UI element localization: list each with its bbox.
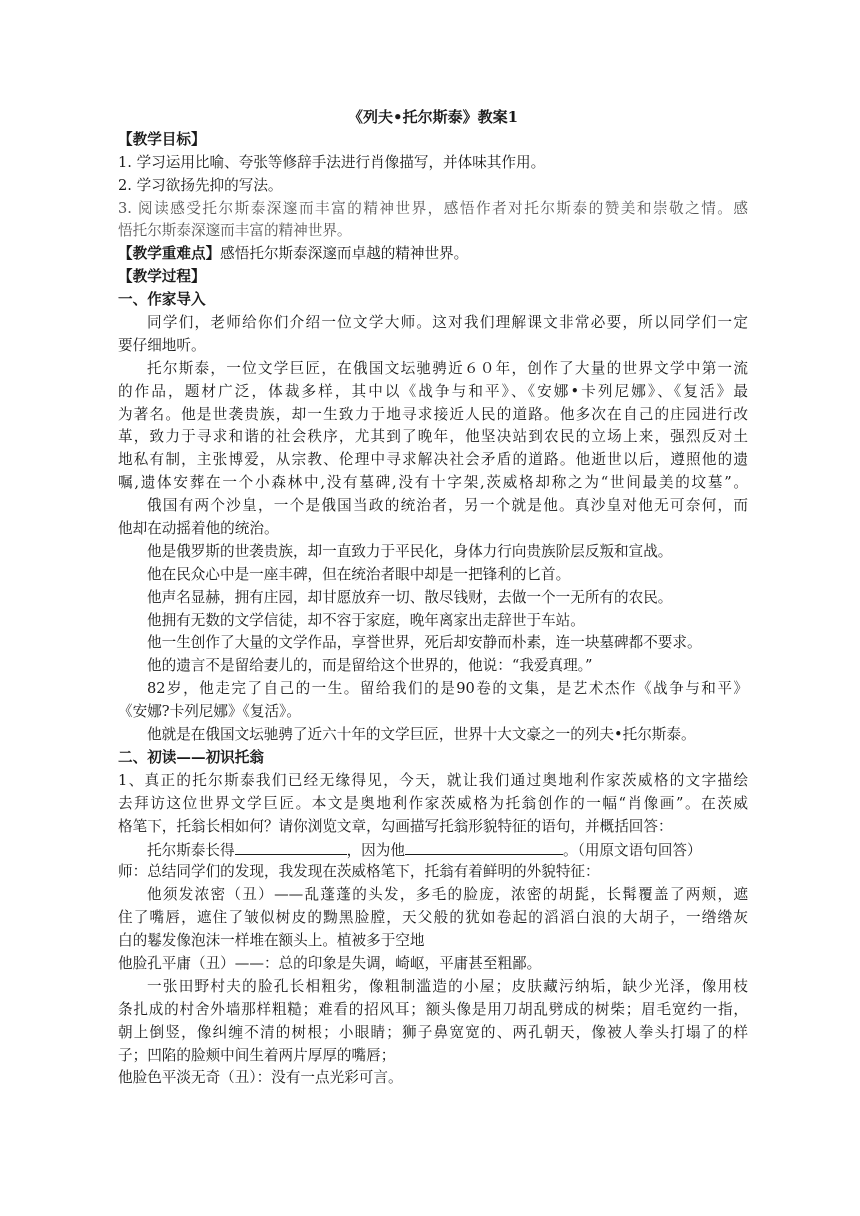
paragraph-line: 住了嘴唇，遮住了皱似树皮的黝黑脸膛，天父般的犹如卷起的滔滔白浪的大胡子，一绺绺灰 [118,909,748,927]
paragraph-line: 同学们，老师给你们介绍一位文学大师。这对我们理解课文非常必要，所以同学们一定 [147,314,748,332]
answer-blank-2[interactable] [405,839,563,855]
objective-item-1: 1. 学习运用比喻、夸张等修辞手法进行肖像描写，并体味其作用。 [118,153,546,171]
paragraph-line: 一张田野村夫的脸孔长相粗劣，像粗制滥造的小屋；皮肤藏污纳垢，缺少光泽，像用枝 [147,977,748,995]
key-point [118,243,748,266]
paragraph-line: 朝上倒竖，像纠缠不清的树根；小眼睛；狮子鼻宽宽的、两孔朝天，像被人拳头打塌了的样 [118,1023,748,1041]
paragraph-line: 条扎成的村舍外墙那样粗糙；难看的招风耳；额头像是用刀胡乱劈成的树柴；眉毛宽约一指， [118,1000,748,1018]
paragraph-line: 托尔斯泰，一位文学巨匠，在俄国文坛驰骋近６０年，创作了大量的世界文学中第一流 [147,359,748,377]
objective-item-3-line-1: 3. 阅读感受托尔斯泰深邃而丰富的精神世界，感悟作者对托尔斯泰的赞美和崇敬之情。感 [118,199,748,217]
paragraph-line: 他一生创作了大量的文学作品，享誉世界，死后却安静而朴素，连一块墓碑都不要求。 [147,634,702,652]
paragraph-line: 他是俄罗斯的世袭贵族，却一直致力于平民化，身体力行向贵族阶层反叛和宣战。 [147,542,673,560]
key-point-label: 【教学重难点】 [118,245,221,263]
paragraph-line: 他拥有无数的文学信徒，却不容于家庭，晚年离家出走辞世于车站。 [147,611,585,629]
paragraph-line: 他的遗言不是留给妻儿的，而是留给这个世界的，他说：“我爱真理。” [147,657,593,675]
question-line: 格笔下，托翁长相如何？请你浏览文章，勾画描写托翁形貌特征的语句，并概括回答： [118,817,673,835]
paragraph-line: 82岁，他走完了自己的一生。留给我们的是90卷的文集，是艺术杰作《战争与和平》 [147,680,748,698]
paragraph-line: 他声名显赫，拥有庄园，却甘愿放弃一切、散尽钱财，去做一个一无所有的农民。 [147,588,673,606]
question-line: 1、真正的托尔斯泰我们已经无缘得见，今天，就让我们通过奥地利作家茨威格的文字描绘 [118,771,748,789]
paragraph-line: 他就是在俄国文坛驰骋了近六十年的文学巨匠，世界十大文豪之一的列夫•托尔斯泰。 [147,726,696,744]
document-title: 《列夫•托尔斯泰》教案1 [347,108,519,126]
face-intro: 他脸孔平庸（丑）——：总的印象是失调，崎岖，平庸甚至粗鄙。 [118,954,542,972]
fill-in-blank-sentence [118,839,748,862]
fill-text-b: ，因为他 [346,841,405,859]
paragraph-line: 他在民众心中是一座丰碑，但在统治者眼中却是一把锋利的匕首。 [147,565,571,583]
objectives-heading: 【教学目标】 [118,130,206,148]
section-1-heading: 一、作家导入 [118,291,206,309]
teacher-summary: 师：总结同学们的发现，我发现在茨威格笔下，托翁有着鲜明的外貌特征： [118,863,600,881]
key-point-text: 感悟托尔斯泰深邃而卓越的精神世界。 [220,245,469,263]
objective-item-3-line-2: 悟托尔斯泰深邃而丰富的精神世界。 [118,222,352,240]
complexion-line: 他脸色平淡无奇（丑）：没有一点光彩可言。 [118,1069,403,1087]
paragraph-line: 他却在动摇着他的统治。 [118,520,279,538]
paragraph-line: 的作品，题材广泛，体裁多样，其中以《战争与和平》、《安娜•卡列尼娜》、《复活》最 [118,382,748,400]
objective-item-2: 2. 学习欲扬先抑的写法。 [118,176,283,194]
section-2-heading: 二、初读——初识托翁 [118,748,264,766]
fill-text-a: 托尔斯泰长得 [147,841,235,859]
paragraph-line: 地私有制，主张博爱，从宗教、伦理中寻求解决社会矛盾的道路。他逝世以后，遵照他的遗 [118,451,748,469]
process-heading: 【教学过程】 [118,268,206,286]
answer-blank-1[interactable] [235,839,347,855]
paragraph-line: 革，致力于寻求和谐的社会秩序，尤其到了晚年，他坚决站到农民的立场上来，强烈反对土 [118,428,748,446]
paragraph-line: 他须发浓密（丑）——乱蓬蓬的头发，多毛的脸庞，浓密的胡髭，长髯覆盖了两颊，遮 [147,886,748,904]
paragraph-line: 要仔细地听。 [118,336,206,354]
paragraph-line: 白的鬈发像泡沫一样堆在额头上。植被多于空地 [118,932,425,950]
fill-text-c: 。（用原文语句回答） [562,841,702,859]
paragraph-line: 嘱,遗体安葬在一个小森林中,没有墓碑,没有十字架,茨威格却称之为“世间最美的坟墓”。 [118,474,748,492]
paragraph-line: 《安娜?卡列尼娜》《复活》。 [118,703,301,721]
question-line: 去拜访这位世界文学巨匠。本文是奥地利作家茨威格为托翁创作的一幅“肖像画”。在茨威 [118,794,748,812]
paragraph-line: 俄国有两个沙皇，一个是俄国当政的统治者，另一个就是他。真沙皇对他无可奈何，而 [147,497,748,515]
paragraph-line: 为著名。他是世袭贵族，却一生致力于地寻求接近人民的道路。他多次在自己的庄园进行改 [118,405,748,423]
document-body [118,106,748,1090]
paragraph-line: 子；凹陷的脸颊中间生着两片厚厚的嘴唇； [118,1046,396,1064]
